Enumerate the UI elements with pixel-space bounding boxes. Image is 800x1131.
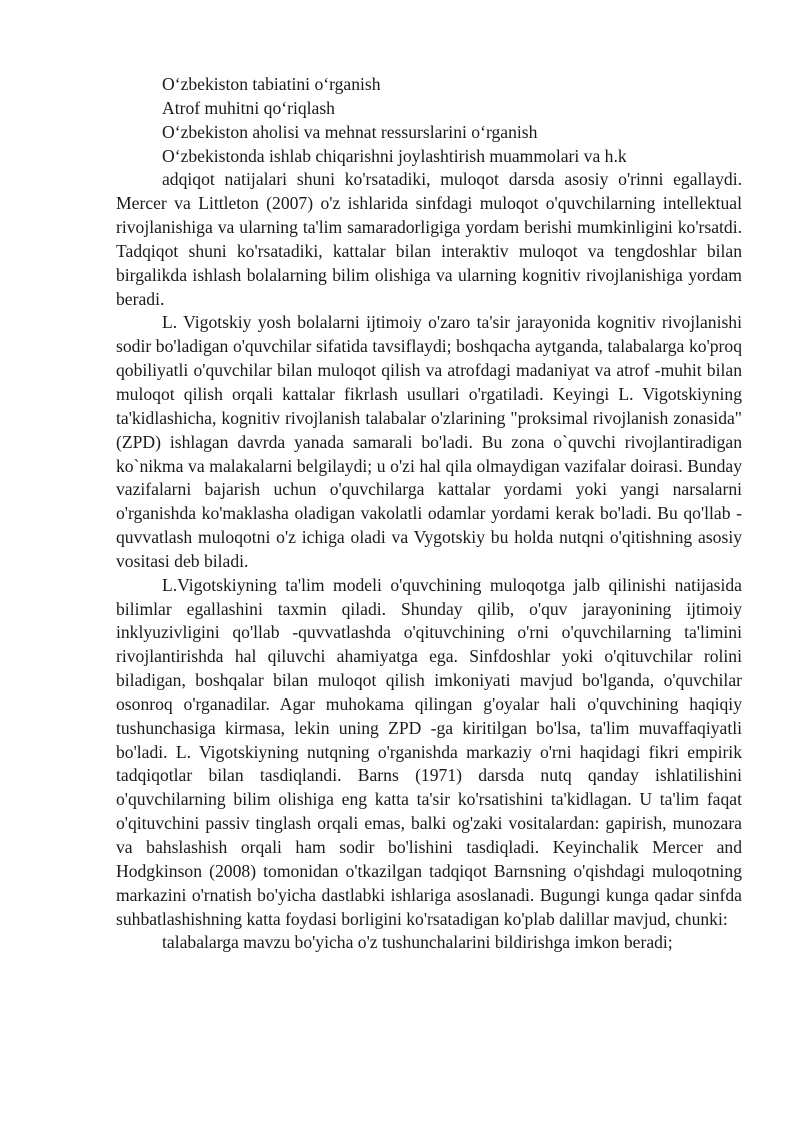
list-item: talabalarga mavzu bo'yicha o'z tushunchalarini bildirishga imkon beradi; [162, 932, 673, 953]
list-item: O‘zbekiston aholisi va mehnat ressurslarini o‘rganish [162, 121, 538, 142]
paragraph-research-results: adqiqot natijalari shuni ko'rsatadiki, muloqot darsda asosiy o'rinni egallaydi. Mercer va Littleton (2007) o'z ishlarida sinfdagi muloqot o'quvchilarning intellektual rivojlanishiga va ularning ta'lim samaradorligiga yordam berishi mumkinligini ko'rsatdi. Tadqiqot shuni ko'rsatadiki, kattalar bilan interaktiv muloqot va tengdoshlar bilan birgalikda ishlash bolalarning bilim olishiga va ularning kognitiv rivojlanishiga yordam beradi. [116, 169, 742, 309]
list-item: O‘zbekistonda ishlab chiqarishni joylashtirish muammolari va h.k [162, 145, 627, 166]
list-item: Atrof muhitni qo‘riqlash [162, 97, 335, 118]
list-item: O‘zbekiston tabiatini o‘rganish [162, 74, 381, 94]
document-body [116, 73, 742, 955]
paragraph-vygotsky-model: L.Vigotskiyning ta'lim modeli o'quvchining muloqotga jalb qilinishi natijasida bilimlar egallashini taxmin qiladi. Shunday qilib, o'quv jarayonining ijtimoiy inklyuzivligini qo'llab -quvvatlashda o'qituvchining o'rni o'quvchilarning ta'limini rivojlantirishda hal qiluvchi ahamiyatga ega. Sinfdoshlar yoki o'qituvchilar rolini biladigan, boshqalar bilan muloqot qilish imkoniyati mavjud bo'lganda, o'quvchilar osonroq o'rganadilar. Agar muhokama qilingan g'oyalar hali o'quvchining haqiqiy tushunchasiga kirmasa, lekin uning ZPD -ga kiritilgan bo'lsa, ta'lim muvaffaqiyatli bo'ladi. L. Vigotskiyning nutqning o'rganishda markaziy o'rni haqidagi fikri empirik tadqiqotlar bilan tasdiqlandi. Barns (1971) darsda nutq qanday ishlatilishini o'quvchilarning bilim olishiga eng katta ta'sir ko'rsatishini ta'kidlagan. U ta'lim faqat o'qituvchini passiv tinglash orqali emas, balki og'zaki vositalardan: gapirish, munozara va bahslashish orqali ham sodir bo'lishini tasdiqladi. Keyinchalik Mercer and Hodgkinson (2008) tomonidan o'tkazilgan tadqiqot Barnsning o'qishdagi muloqotning markazini o'rnatish bo'yicha dastlabki ishlariga asoslanadi. Bugungi kunga qadar sinfda suhbatlashishning katta foydasi borligini ko'rsatadigan ko'plab dalillar mavjud, chunki: [116, 574, 742, 929]
paragraph-vygotsky-zpd: L. Vigotskiy yosh bolalarni ijtimoiy o'zaro ta'sir jarayonida kognitiv rivojlanishi sodir bo'ladigan o'quvchilar sifatida tavsiflaydi; boshqacha aytganda, talabalarga ko'proq qobiliyatli o'quvchilar bilan muloqot qilish va atrofdagi madaniyat va atrof -muhit bilan muloqot qilish orqali kattalar fikrlash usullari o'rgatiladi. Keyingi L. Vigotskiyning ta'kidlashicha, kognitiv rivojlanish talabalar o'zlarining "proksimal rivojlanish zonasida" (ZPD) ishlagan davrda yanada samarali bo'ladi. Bu zona o`quvchi rivojlantiradigan ko`nikma va malakalarni belgilaydi; u o'zi hal qila olmaydigan vazifalar doirasi. Bunday vazifalarni bajarish uchun o'quvchilarga kattalar yordami yoki yangi narsalarni o'rganishda ko'maklasha oladigan vakolatli odamlar yordami kerak bo'ladi. Bu qo'llab - quvvatlash muloqotni o'z ichiga oladi va Vygotskiy bu holda nutqni o'qitishning asosiy vositasi deb biladi. [116, 312, 742, 571]
